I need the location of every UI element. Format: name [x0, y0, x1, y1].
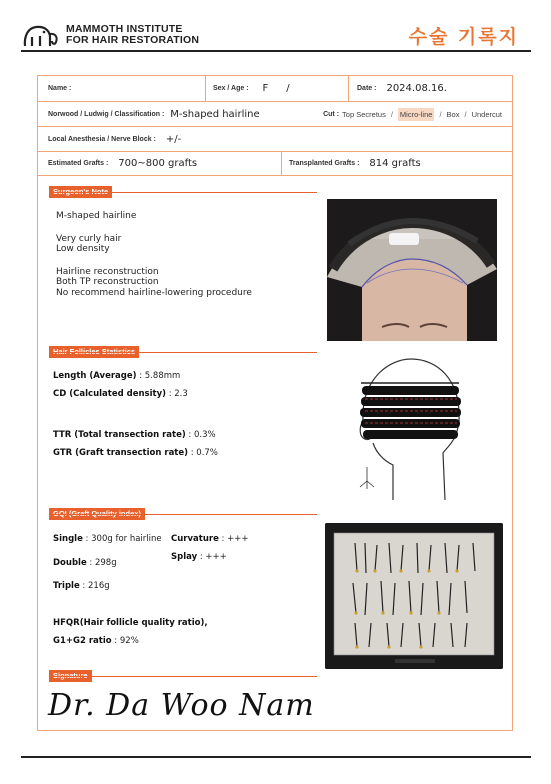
length-label: Length (Average): [53, 371, 137, 381]
triple-value: : 216g: [79, 581, 110, 591]
ttr-stat: [53, 430, 216, 440]
length-stat: [53, 371, 180, 381]
double-stat: [53, 558, 117, 568]
anesthesia-value: +/-: [165, 133, 182, 145]
note-line: Both TP reconstruction: [56, 277, 159, 287]
section-underline: [49, 192, 317, 193]
date-label: Date :: [357, 85, 377, 92]
age-separator: /: [286, 83, 290, 94]
divider: [205, 76, 206, 101]
curvature-stat: [171, 534, 248, 544]
sex-age-cell: [213, 76, 343, 101]
estimated-grafts-value: 700~800 grafts: [118, 158, 198, 169]
surgeon-note-text: [56, 211, 252, 298]
ttr-label: TTR (Total transection rate): [53, 430, 186, 440]
g1g2-label: G1+G2 ratio: [53, 636, 112, 646]
ttr-value: : 0.3%: [185, 430, 216, 440]
anesthesia-cell: [48, 127, 348, 151]
cut-label: Cut :: [323, 110, 340, 118]
splay-value: : +++: [197, 552, 227, 562]
transplanted-grafts-cell: [289, 152, 509, 175]
divider: [281, 152, 282, 175]
doctor-signature: Dr. Da Woo Nam: [48, 688, 315, 723]
triple-stat: [53, 581, 110, 591]
cut-option-undercut: Undercut: [471, 109, 502, 119]
transplanted-grafts-value: 814 grafts: [369, 158, 421, 169]
cd-stat: [53, 389, 188, 399]
length-value: : 5.88mm: [136, 371, 181, 381]
note-line: Very curly hair: [56, 233, 122, 244]
triple-label: Triple: [53, 581, 80, 591]
cd-label: CD (Calculated density): [53, 389, 166, 399]
hfqr-label: HFQR(Hair follicle quality ratio),: [53, 618, 208, 628]
date-cell: [357, 76, 507, 101]
estimated-grafts-cell: [48, 152, 278, 175]
gtr-label: GTR (Graft transection rate): [53, 448, 189, 458]
gtr-stat: [53, 448, 218, 458]
sex-value: F: [262, 83, 269, 94]
hfqr-stat: [53, 618, 208, 628]
anesthesia-label: Local Anesthesia / Nerve Block :: [48, 135, 156, 143]
gtr-value: : 0.7%: [188, 448, 218, 458]
date-value: 2024.08.16.: [386, 83, 447, 94]
note-line: Low density: [56, 244, 110, 254]
cd-value: : 2.3: [166, 389, 188, 399]
divider: [348, 76, 349, 101]
section-underline: [49, 676, 317, 677]
sex-age-label: Sex / Age :: [213, 85, 249, 92]
curvature-label: Curvature: [171, 534, 219, 544]
row-patient-info: [38, 76, 512, 102]
donor-area-head-diagram: [353, 355, 468, 500]
section-underline: [49, 352, 317, 353]
cut-option-box: Box: [446, 109, 460, 119]
single-label: Single: [53, 534, 83, 544]
g1g2-value: : 92%: [111, 636, 139, 646]
section-underline: [49, 514, 317, 515]
cut-separator: /: [464, 109, 467, 119]
transplanted-grafts-label: Transplanted Grafts :: [289, 160, 360, 167]
single-stat: [53, 534, 162, 544]
mammoth-logo-icon: [22, 22, 60, 48]
row-anesthesia: [38, 127, 512, 152]
document-title: 수술 기록지: [408, 26, 519, 48]
splay-label: Splay: [171, 552, 198, 562]
hairline-photo: [327, 199, 497, 341]
footer-divider: [21, 756, 531, 758]
page-header: [0, 0, 551, 56]
name-cell: [48, 76, 208, 101]
note-line: M-shaped hairline: [56, 211, 137, 221]
note-line: No recommend hairline-lowering procedure: [56, 287, 252, 298]
surgery-record-form: [37, 75, 513, 731]
cut-option-micro-line: Micro-line: [399, 109, 433, 119]
org-name: [66, 24, 199, 46]
row-classification: [38, 102, 512, 127]
estimated-grafts-label: Estimated Grafts :: [48, 160, 109, 167]
single-value: : 300g for hairline: [82, 534, 162, 544]
cut-separator: /: [439, 109, 442, 119]
splay-stat: [171, 552, 227, 562]
curvature-value: : +++: [218, 534, 249, 544]
org-line2: FOR HAIR RESTORATION: [66, 34, 200, 46]
classification-cell: [48, 102, 328, 126]
row-grafts: [38, 152, 512, 176]
double-value: : 298g: [86, 558, 117, 568]
org-line1: MAMMOTH INSTITUTE: [66, 23, 183, 35]
g1g2-stat: [53, 636, 139, 646]
graft-sorting-photo: [325, 523, 503, 669]
classification-label: Norwood / Ludwig / Classification :: [48, 110, 165, 118]
note-line: Hairline reconstruction: [56, 266, 159, 277]
double-label: Double: [53, 558, 87, 568]
cut-options: [323, 102, 502, 126]
name-label: Name :: [48, 85, 72, 92]
header-divider: [21, 50, 531, 52]
cut-option-top-secretus: Top Secretus: [342, 109, 386, 119]
cut-separator: /: [390, 109, 393, 119]
classification-value: M-shaped hairline: [170, 108, 260, 120]
